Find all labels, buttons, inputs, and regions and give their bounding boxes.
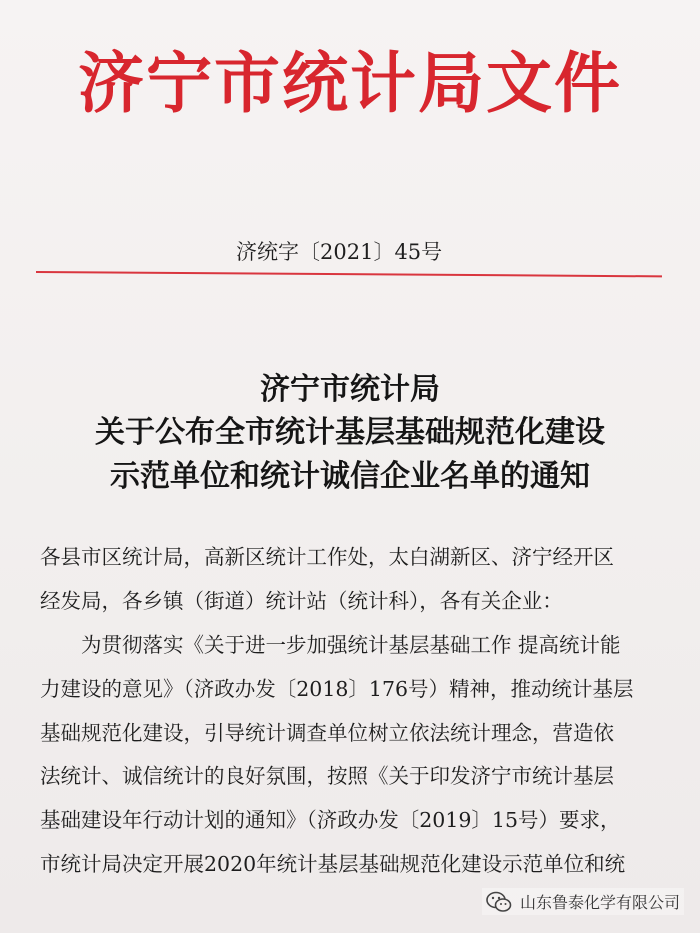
body-text-line: 力建设的意见》（济政办发〔2018〕176号）精神，推动统计基层 [40, 677, 634, 701]
body-text-line: 基础规范化建设，引导统计调查单位树立依法统计理念，营造依 [40, 721, 614, 745]
watermark-text: 山东鲁泰化学有限公司 [519, 893, 680, 912]
notice-title-line-1: 济宁市统计局 [260, 372, 440, 407]
body-text-line: 经发局，各乡镇（街道）统计站（统计科），各有关企业： [40, 589, 563, 613]
body-text-line: 为贯彻落实《关于进一步加强统计基层基础工作 提高统计能 [40, 633, 621, 657]
body-text-line: 基础建设年行动计划的通知》（济政办发〔2019〕15号）要求， [40, 808, 621, 832]
notice-title-line-3: 示范单位和统计诚信企业名单的通知 [110, 459, 590, 494]
wechat-icon [486, 891, 512, 913]
body-text-line: 市统计局决定开展2020年统计基层基础规范化建设示范单位和统 [40, 852, 626, 876]
body-text-line: 各县市区统计局，高新区统计工作处，太白湖新区、济宁经开区 [40, 545, 614, 569]
notice-title-line-2: 关于公布全市统计基层基础规范化建设 [95, 415, 605, 450]
document-header-title: 济宁市统计局文件 [78, 45, 622, 122]
document-number: 济统字〔2021〕45号 [236, 240, 443, 264]
red-divider-line [36, 271, 662, 277]
body-text-line: 法统计、诚信统计的良好氛围，按照《关于印发济宁市统计基层 [40, 764, 614, 788]
watermark [482, 888, 684, 915]
